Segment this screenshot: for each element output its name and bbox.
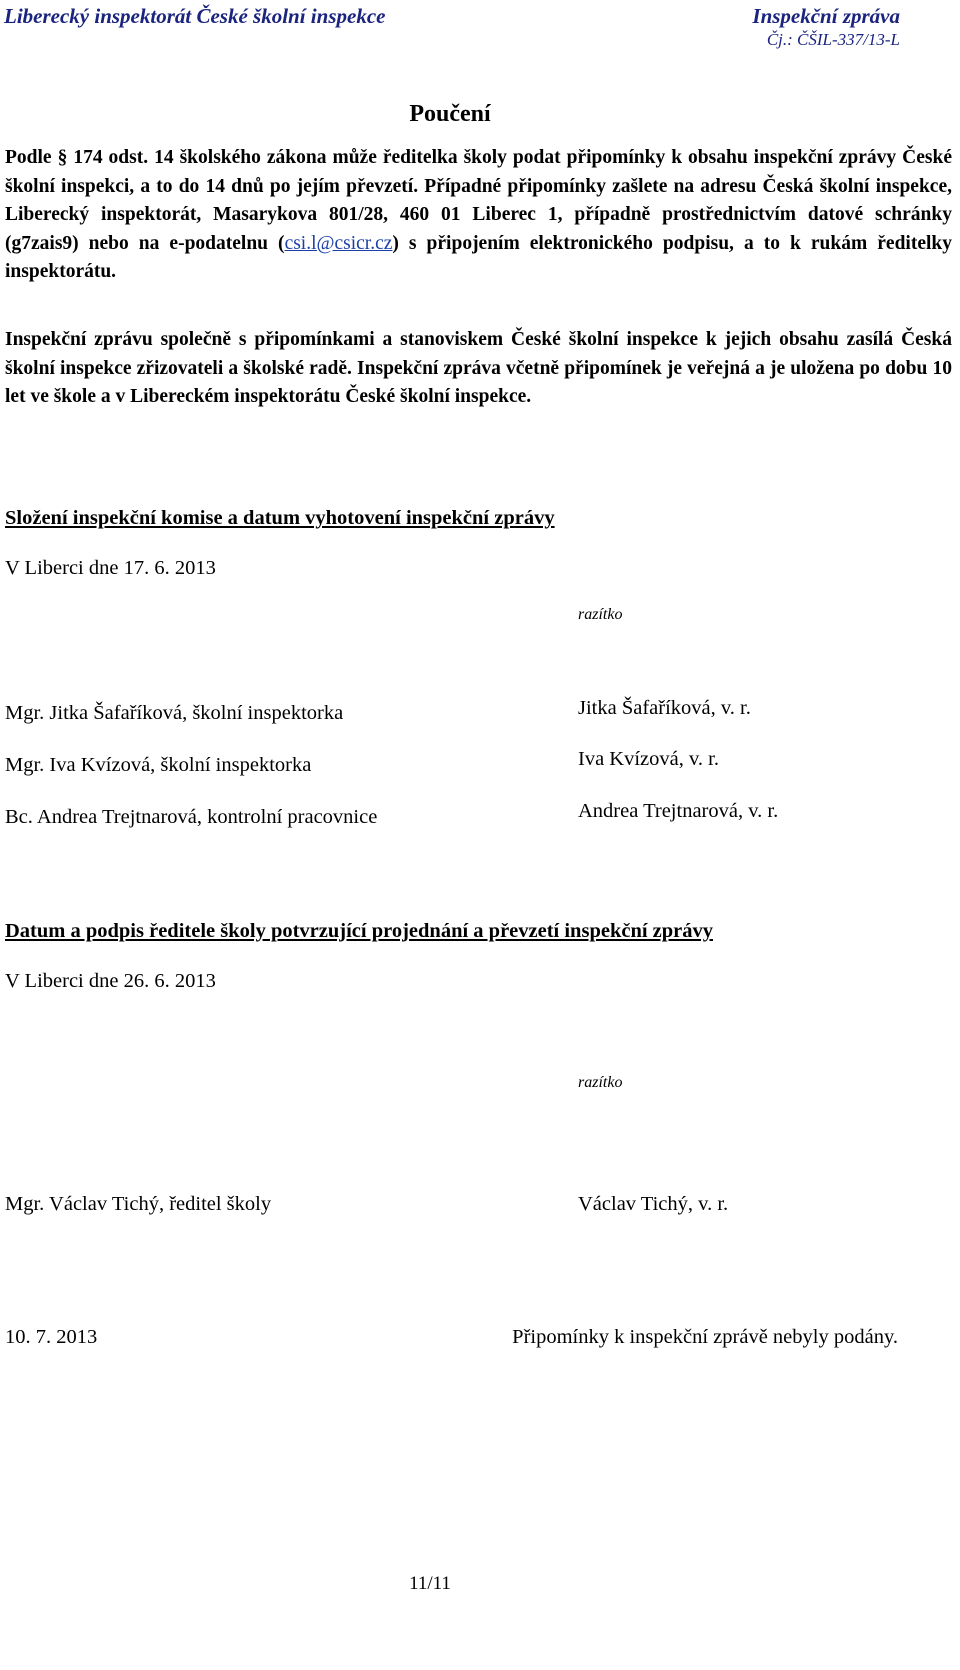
director-name: Mgr. Václav Tichý, ředitel školy [5, 1193, 272, 1215]
member-signature: Jitka Šafaříková, v. r. [578, 697, 751, 719]
final-date: 10. 7. 2013 [5, 1326, 98, 1348]
page-title: Poučení [409, 101, 491, 127]
no-comments-note: Připomínky k inspekční zprávě nebyly podány. [512, 1326, 898, 1348]
member-signature: Andrea Trejtnarová, v. r. [578, 800, 779, 822]
instruction-paragraph-1 [5, 144, 952, 287]
email-link[interactable]: csi.l@csicr.cz [284, 232, 393, 254]
paragraph-1-text-start: Podle § 174 odst. 14 školského zákona může ředitelka školy podat připomínky k obsahu inspekční zprávy České školní inspekci, a to do 14 dnů po jejím převzetí. Případné připomínky zašlete na adresu Česká školní inspekce, Liberecký inspektorát, Masarykova 801/28, 460 01 Liberec 1, případně prostřednictvím datové schránky (g7zais9) nebo na e-podatelnu ( [5, 147, 952, 254]
commission-stamp-label: razítko [578, 606, 623, 623]
header-school-name: Liberecký inspektorát České školní inspekce [4, 4, 386, 28]
director-date: V Liberci dne 26. 6. 2013 [5, 970, 216, 992]
instruction-paragraph-2: Inspekční zprávu společně s připomínkami a stanoviskem České školní inspekce k jejich obsahu zasílá Česká školní inspekce zřizovateli a školské radě. Inspekční zpráva včetně připomínek je veřejná a je uložena po dobu 10 let ve škole a v Libereckém inspektorátu České školní inspekce. [5, 329, 952, 407]
header-report-title: Inspekční zpráva [752, 4, 900, 28]
page-number: 11/11 [409, 1573, 451, 1594]
director-stamp-label: razítko [578, 1074, 623, 1091]
member-name: Bc. Andrea Trejtnarová, kontrolní pracovnice [5, 806, 378, 828]
member-name: Mgr. Jitka Šafaříková, školní inspektorka [5, 702, 344, 724]
member-signature: Iva Kvízová, v. r. [578, 748, 719, 770]
member-name: Mgr. Iva Kvízová, školní inspektorka [5, 754, 312, 776]
paragraph-1-text-end: ) s připojením elektronického podpisu, a to k rukám ředitelky inspektorátu. [5, 232, 952, 282]
commission-date: V Liberci dne 17. 6. 2013 [5, 557, 216, 579]
director-heading: Datum a podpis ředitele školy potvrzující projednání a převzetí inspekční zprávy [5, 920, 714, 942]
commission-heading: Složení inspekční komise a datum vyhotovení inspekční zprávy [5, 507, 555, 529]
director-signature: Václav Tichý, v. r. [578, 1193, 729, 1215]
header-reference-number: Čj.: ČŠIL-337/13-L [766, 30, 900, 49]
